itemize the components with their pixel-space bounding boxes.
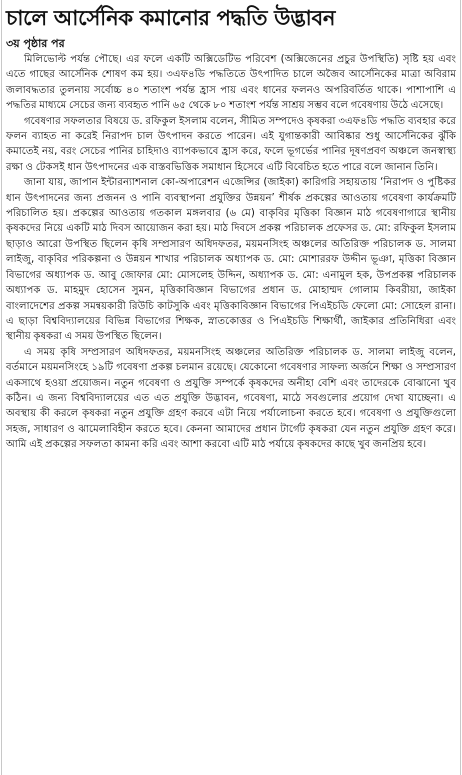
article-paragraph: জানা যায়, জাপান ইন্টারন্যাশনাল কো-অপারেশন এজেন্সির (জাইকা) কারিগরি সহায়তায় ‘নিরাপদ ও পুষ্টিকর ধান উৎপাদনের জন্য প্রজনন ও পানি ব্যবস্থাপনা প্রযুক্তির উন্নয়ন’ শীর্ষক প্রকল্পের আওতায় গবেষণা কার্যক্রমটি পরিচালিত হয়। প্রকল্পের আওতায় গতকাল মঙ্গলবার (৬ মে) বাকৃবির মৃত্তিকা বিজ্ঞান মাঠ গবেষণাগারে স্থানীয় কৃষকদের নিয়ে একটি মাঠ দিবস আয়োজন করা হয়। মাঠ দিবসে প্রকল্প পরিচালক প্রফেসর ড. মো: রফিকুল ইসলাম ছাড়াও আরো উপস্থিত ছিলেন কৃষি সম্প্রসারণ অধিদফতর, ময়মনসিংহ অঞ্চলের অতিরিক্ত পরিচালক ড. সালমা লাইজু, বাকৃবির পরিকল্পনা ও উন্নয়ন শাখার পরিচালক অধ্যাপক ড. মো: মোশাররফ উদ্দীন ভূঞা, মৃত্তিকা বিজ্ঞান বিভাগের অধ্যাপক ড. আবু জোফার মো: মোসলেহ উদ্দিন, অধ্যাপক ড. মো: এনামুল হক, উপপ্রকল্প পরিচালক অধ্যাপক ড. মাহমুদ হোসেন সুমন, মৃত্তিকাবিজ্ঞান বিভাগের প্রধান ড. মোহাম্মদ গোলাম কিবরীয়া, জাইকা বাংলাদেশের প্রকল্প সমন্বয়কারী রিউচি কাটসুকি এবং মৃত্তিকাবিজ্ঞান বিভাগের পিএইচডি ফেলো মো: সোহেল রানা। এ ছাড়া বিশ্ববিদ্যালয়ের বিভিন্ন বিভাগের শিক্ষক, স্নাতকোত্তর ও পিএইচডি শিক্ষার্থী, জাইকার প্রতিনিধিরা এবং স্থানীয় কৃষকরা এ সময় উপস্থিত ছিলেন। <box>6 177 456 343</box>
article-headline: চালে আর্সেনিক কমানোর পদ্ধতি উদ্ভাবন <box>6 6 336 30</box>
continued-from-label: ৩য় পৃষ্ঠার পর <box>6 37 65 50</box>
article-paragraph: গবেষণার সফলতার বিষয়ে ড. রফিকুল ইসলাম বলেন, সীমিত সম্পদেও কৃষকরা ৩এফ৪ডি পদ্ধতি ব্যবহার করে ফলন ব্যাহত না করেই নিরাপদ চাল উৎপাদন করতে পারেন। এই যুগান্তকারী আবিষ্কার শুধু আর্সেনিকের ঝুঁকি কমাতেই নয়, বরং সেচের পানির চাহিদাও ব্যাপকভাবে হ্রাস করে, ফলে ভূগর্ভের পানির দূষণপ্রবণ অঞ্চলে জনস্বাস্থ্য রক্ষা ও টেকসই ধান উৎপাদনের এক বাস্তবভিত্তিক সমাধান হিসেবে এটি বিবেচিত হতে পারে বলে জানান তিনি। <box>6 115 456 173</box>
article-paragraph: মিলিভোল্ট পর্যন্ত পৌছে। এর ফলে একটি অক্সিডেটিভ পরিবেশ (অক্সিজেনের প্রচুর উপস্থিতি) সৃষ্টি হয় এবং এতে গাছের আর্সেনিক শোষণ কম হয়। ৩এফ৪ডি পদ্ধতিতে উৎপাদিত চালে অজৈব আর্সেনিকের মাত্রা অবিরাম জলাবদ্ধতার তুলনায় সর্বোচ্চ ৪০ শতাংশ পর্যন্ত হ্রাস পায় এবং ধানের ফলনও অপরিবর্তিত থাকে। পাশাপাশি এ পদ্ধতির মাধ্যমে সেচের জন্য ব্যবহৃত পানি ৬৫ থেকে ৮০ শতাংশ পর্যন্ত সাশ্রয় সম্ভব বলে গবেষণায় উঠে এসেছে। <box>6 54 456 112</box>
article-body <box>6 52 456 453</box>
article-paragraph: এ সময় কৃষি সম্প্রসারণ অধিদফতর, ময়মনসিংহ অঞ্চলের অতিরিক্ত পরিচালক ড. সালমা লাইজু বলেন, বর্তমানে ময়মনসিংহে ১৯টি গবেষণা প্রকল্প চলমান রয়েছে। যেকোনো গবেষণার সাফল্য অর্জনে শিক্ষা ও সম্প্রসারণ একসাথে হওয়া প্রয়োজন। নতুন গবেষণা ও প্রযুক্তি সম্পর্কে কৃষকদের অনীহা বেশি এবং তাদেরকে বোঝানো খুব কঠিন। এ জন্য বিশ্ববিদ্যালয়ের এত এত প্রযুক্তি উদ্ভাবন, গবেষণা, মাঠে সবগুলোর প্রয়োগ দেখা যাচ্ছেনা। এ অবস্থায় কী করলে কৃষকরা নতুন প্রযুক্তি গ্রহণ করবে এটা নিয়ে পর্যালোচনা করতে হবে। গবেষণা ও প্রযুক্তিগুলো সহজ, সাধারণ ও ঝামেলাবিহীন করতে হবে। কেননা আমাদের প্রধান টার্গেট কৃষকরা যেন নতুন প্রযুক্তি গ্রহণ করে। আমি এই প্রকল্পের সফলতা কামনা করি এবং আশা করবো এটি মাঠ পর্যায়ে কৃষকদের কাছে খুব জনপ্রিয় হবে। <box>6 346 456 451</box>
